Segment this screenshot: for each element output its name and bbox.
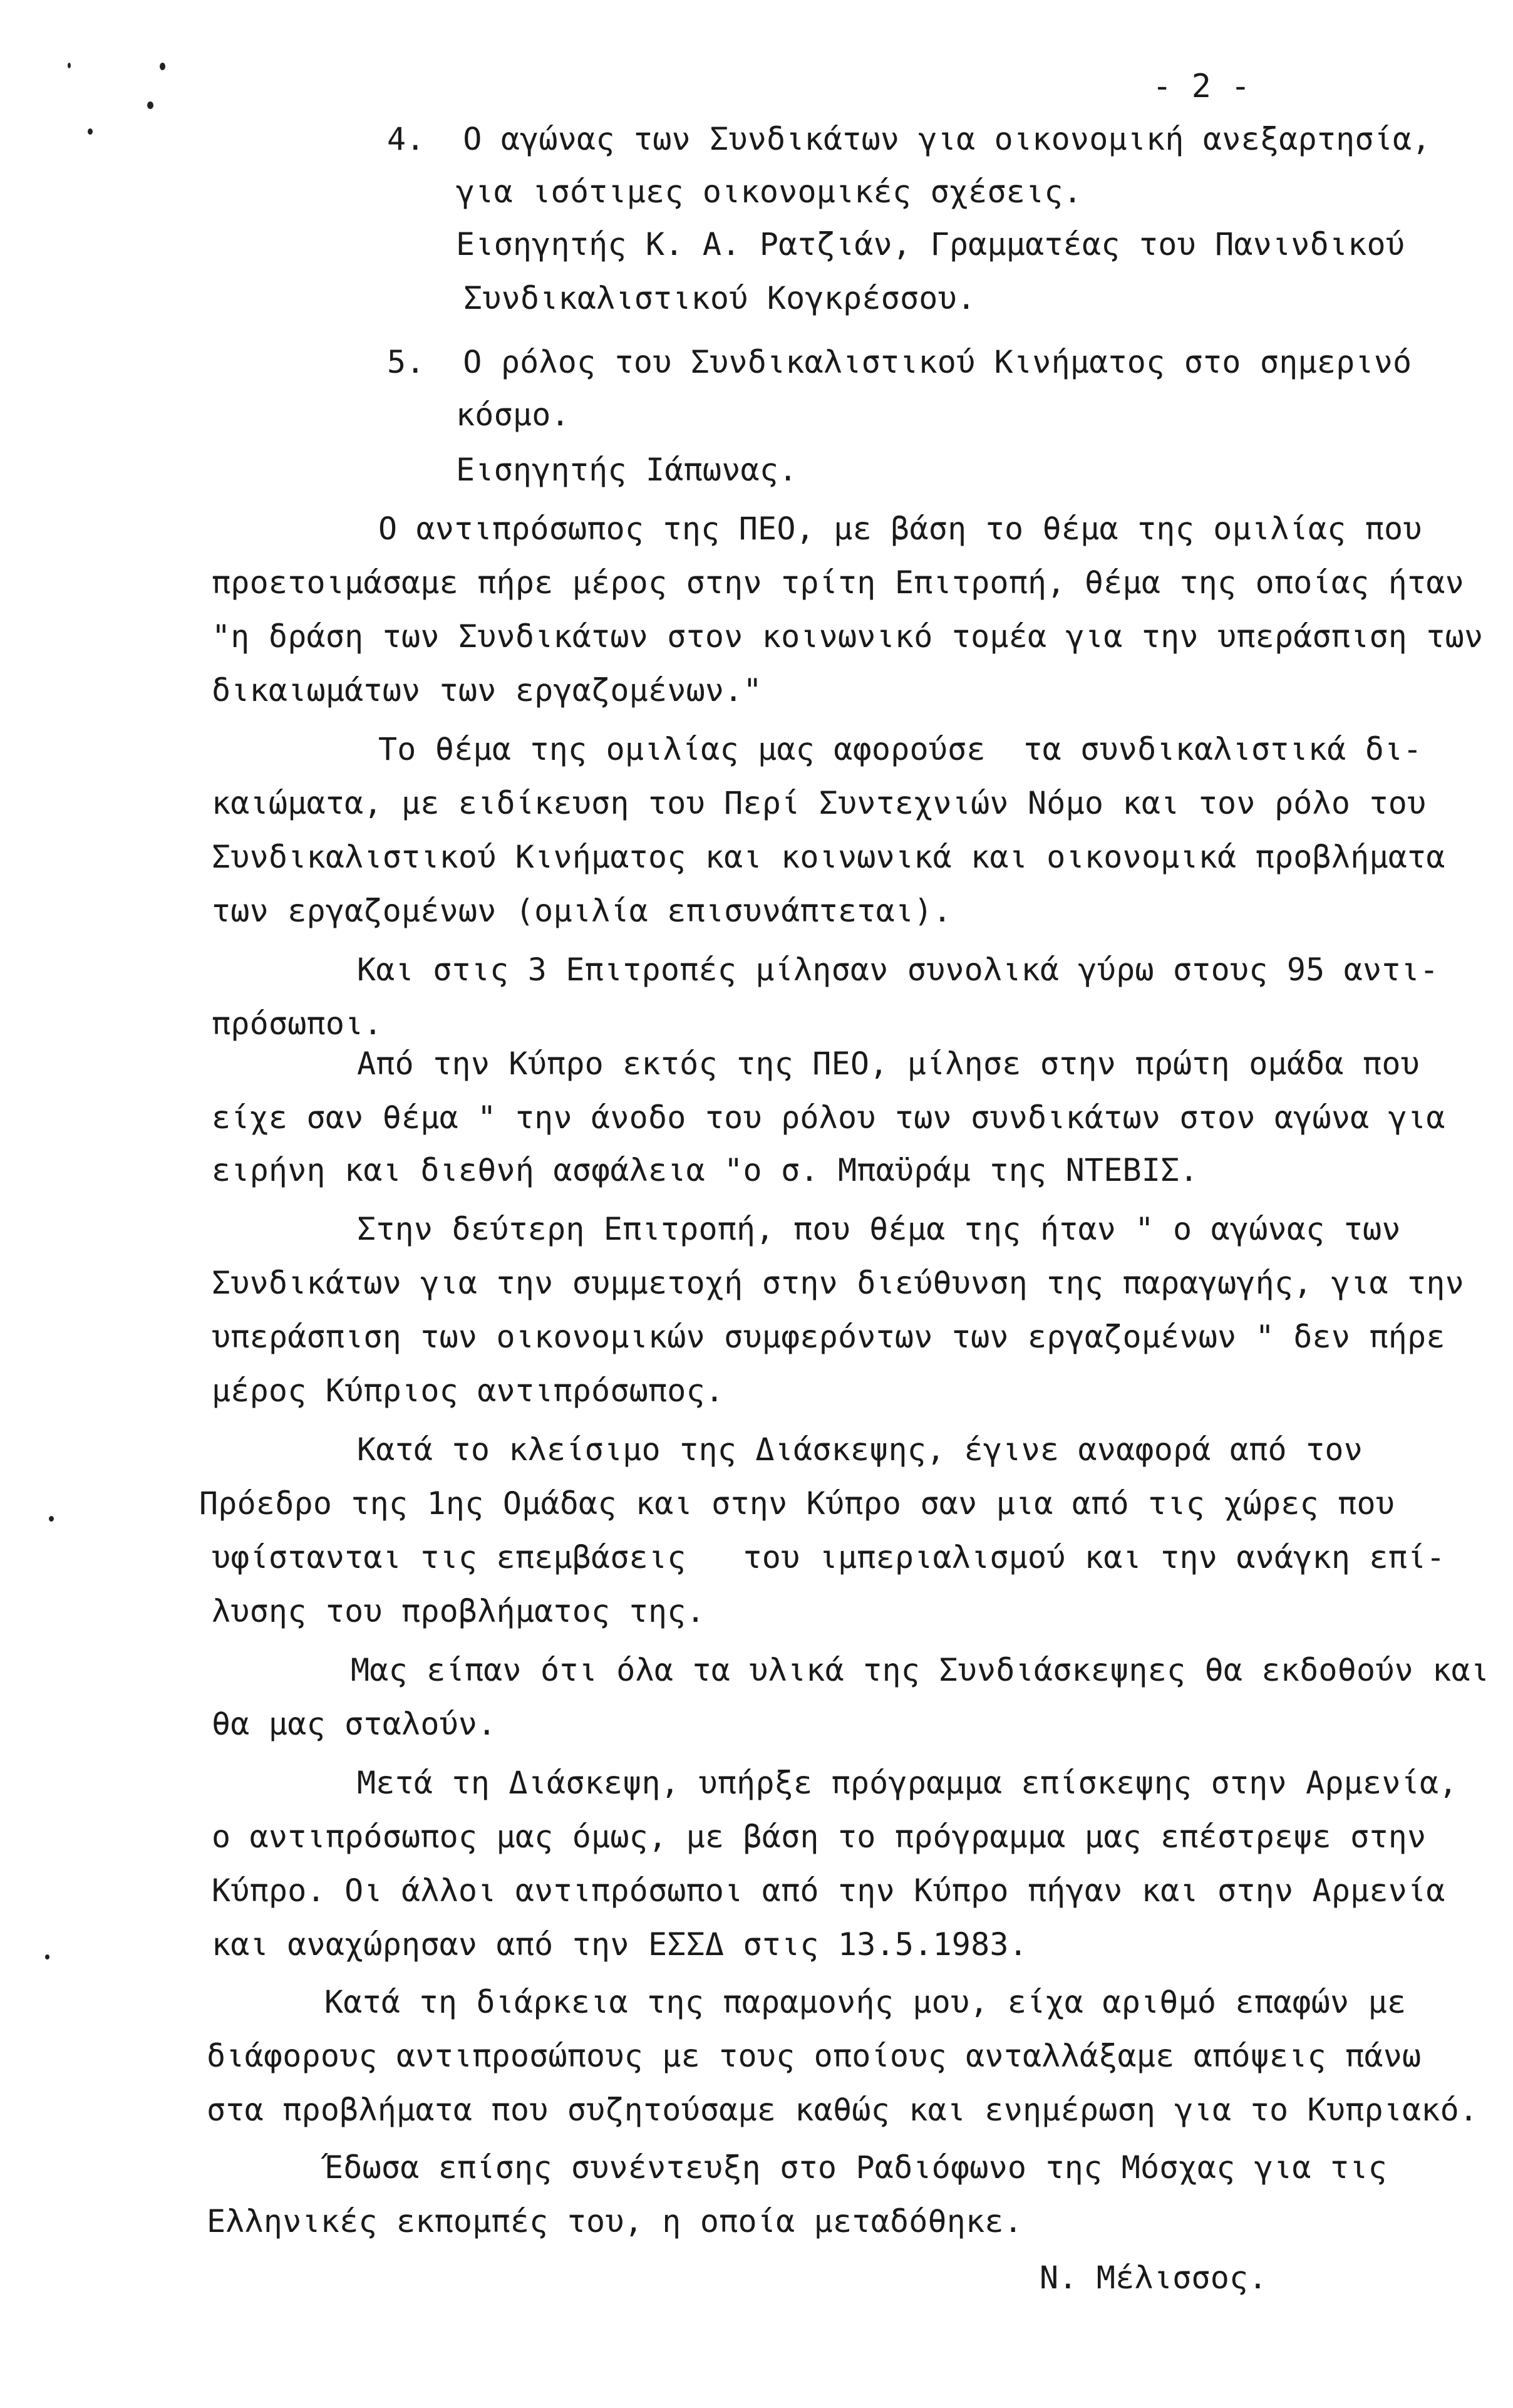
text-line: Συνδικαλιστικού Κινήματος και κοινωνικά και οικονομικά προβλήματα [212, 839, 1445, 875]
text-line: για ισότιμες οικονομικές σχέσεις. [456, 174, 1082, 210]
text-line: Στην δεύτερη Επιτροπή, που θέμα της ήταν " ο αγώνας των [357, 1211, 1401, 1247]
text-line: είχε σαν θέμα " την άνοδο του ρόλου των συνδικάτων στον αγώνα για [212, 1099, 1445, 1136]
text-line: μέρος Κύπριος αντιπρόσωπος. [212, 1373, 725, 1409]
text-line: Μας είπαν ότι όλα τα υλικά της Συνδιάσκεψηες θα εκδοθούν και [351, 1652, 1490, 1688]
text-line: Εισηγητής Κ. Α. Ρατζιάν, Γραμματέας του Πανινδικού [456, 226, 1405, 262]
text-line: Κατά τη διάρκεια της παραμονής μου, είχα αριθμό επαφών με [324, 1984, 1407, 2020]
text-line: ο αντιπρόσωπος μας όμως, με βάση το πρόγραμμα μας επέστρεψε στην [212, 1819, 1427, 1855]
text-line: Κύπρο. Οι άλλοι αντιπρόσωποι από την Κύπρο πήγαν και στην Αρμενία [212, 1872, 1445, 1909]
text-line: Από την Κύπρο εκτός της ΠΕΟ, μίλησε στην πρώτη ομάδα που [357, 1046, 1420, 1082]
scan-speck [49, 1516, 54, 1522]
text-line: δικαιωμάτων των εργαζομένων." [212, 672, 762, 708]
text-line: Κατά το κλείσιμο της Διάσκεψης, έγινε αναφορά από τον [357, 1431, 1363, 1468]
text-line: Μετά τη Διάσκεψη, υπήρξε πρόγραμμα επίσκεψης στην Αρμενία, [357, 1765, 1458, 1801]
text-line: υπεράσπιση των οικονομικών συμφερόντων των εργαζομένων " δεν πήρε [212, 1319, 1445, 1355]
text-line: Και στις 3 Επιτροπές μίλησαν συνολικά γύρω στους 95 αντι- [357, 952, 1439, 988]
text-line: διάφορους αντιπροσώπους με τους οποίους ανταλλάξαμε απόψεις πάνω [207, 2038, 1422, 2074]
page-number: - 2 - [1152, 68, 1251, 105]
text-line: Έδωσα επίσης συνέντευξη στο Ραδιόφωνο της Μόσχας για τις [324, 2149, 1387, 2186]
scan-speck [88, 128, 93, 135]
text-line: θα μας σταλούν. [212, 1706, 497, 1742]
scan-speck [160, 63, 165, 70]
scan-speck [68, 63, 71, 68]
text-line: προετοιμάσαμε πήρε μέρος στην τρίτη Επιτροπή, θέμα της οποίας ήταν [212, 564, 1464, 601]
text-line: 4. Ο αγώνας των Συνδικάτων για οικονομική ανεξαρτησία, [387, 121, 1431, 157]
text-line: των εργαζομένων (ομιλία επισυνάπτεται). [212, 893, 952, 929]
text-line: καιώματα, με ειδίκευση του Περί Συντεχνιών Νόμο και τον ρόλο του [212, 785, 1427, 821]
text-line: Ελληνικές εκπομπές του, η οποία μεταδόθηκε. [207, 2203, 1023, 2239]
text-line: λυσης του προβλήματος της. [212, 1593, 705, 1629]
text-line: Πρόεδρο της 1ης Ομάδας και στην Κύπρο σαν μια από τις χώρες που [199, 1485, 1395, 1522]
text-line: υφίστανται τις επεμβάσεις του ιμπεριαλισμού και την ανάγκη επί- [212, 1539, 1445, 1575]
scan-speck [147, 101, 153, 109]
text-line: Εισηγητής Ιάπωνας. [456, 452, 798, 488]
text-line: και αναχώρησαν από την ΕΣΣΔ στις 13.5.1983. [212, 1926, 1028, 1963]
text-line: "η δράση των Συνδικάτων στον κοινωνικό τομέα για την υπεράσπιση των [212, 618, 1484, 655]
text-line: Ο αντιπρόσωπος της ΠΕΟ, με βάση το θέμα της ομιλίας που [378, 511, 1422, 547]
text-line: στα προβλήματα που συζητούσαμε καθώς και ενημέρωση για το Κυπριακό. [207, 2092, 1479, 2128]
text-line: ειρήνη και διεθνή ασφάλεια "ο σ. Μπαϋράμ της ΝΤΕΒΙΣ. [212, 1152, 1199, 1188]
signature: Ν. Μέλισσος. [1040, 2260, 1268, 2296]
text-line: 5. Ο ρόλος του Συνδικαλιστικού Κινήματος στο σημερινό [387, 344, 1412, 380]
text-line: κόσμο. [456, 397, 570, 433]
text-line: πρόσωποι. [212, 1005, 383, 1042]
text-line: Το θέμα της ομιλίας μας αφορούσε τα συνδικαλιστικά δι- [378, 731, 1422, 767]
text-line: Συνδικάτων για την συμμετοχή στην διεύθυνση της παραγωγής, για την [212, 1265, 1464, 1301]
text-line: Συνδικαλιστικού Κογκρέσσου. [463, 280, 976, 316]
scan-speck [45, 1954, 49, 1959]
